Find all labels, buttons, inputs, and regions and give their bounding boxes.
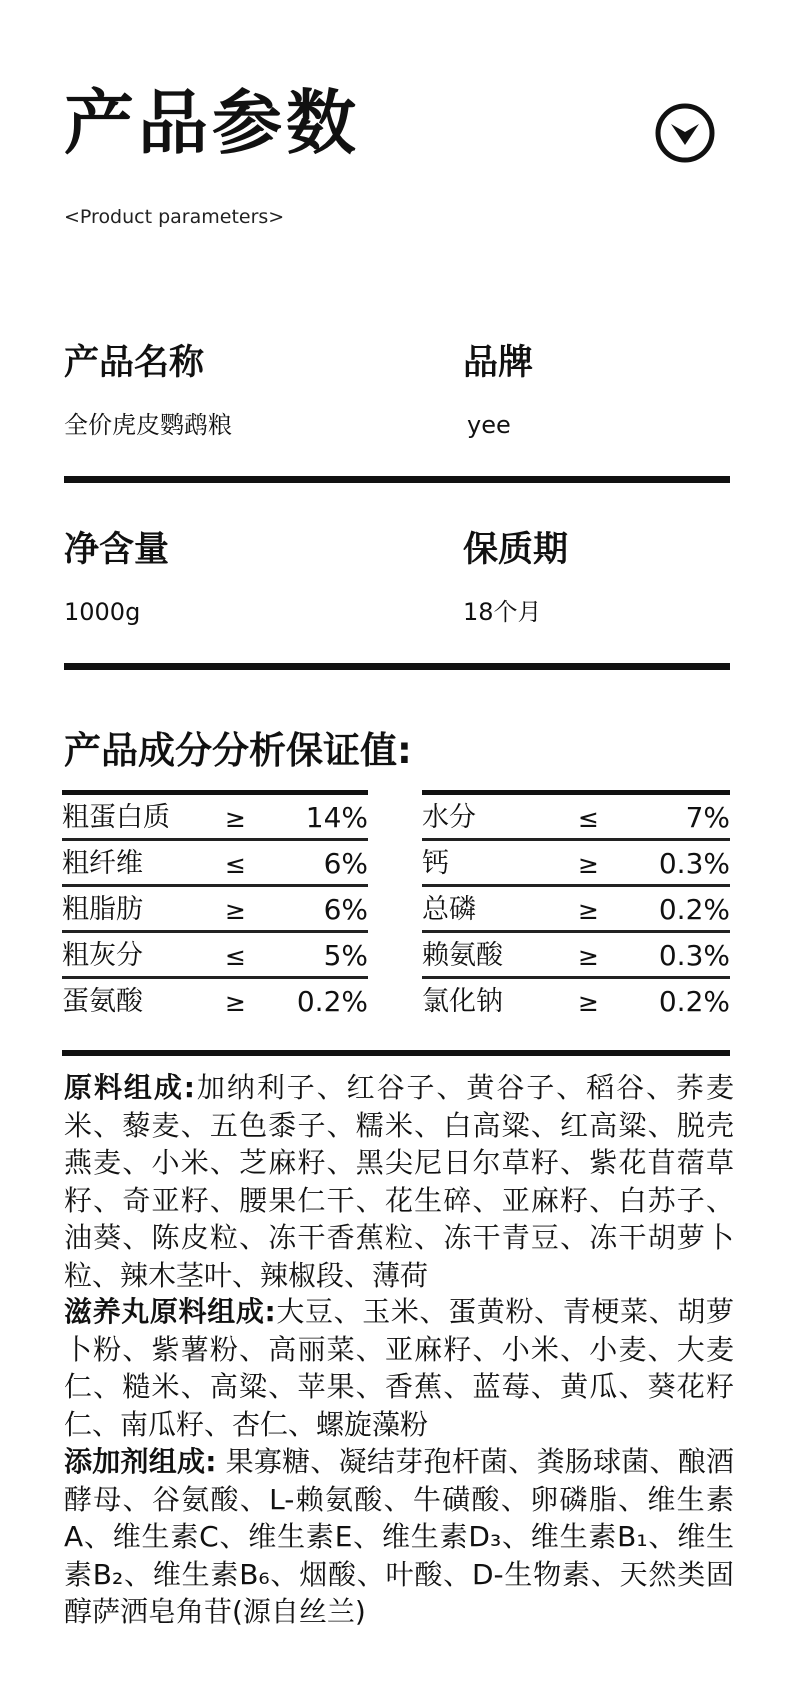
- page-subtitle: <Product parameters>: [64, 206, 285, 228]
- nutrient-value: 6%: [323, 847, 368, 880]
- nutrient-operator: ≥: [225, 988, 246, 1017]
- circle-chevron-down-icon: [654, 102, 716, 164]
- nutrient-value: 6%: [323, 893, 368, 926]
- table-row: [62, 795, 368, 841]
- nutrient-name: 总磷: [422, 894, 476, 925]
- table-row: [62, 887, 368, 933]
- analysis-right-column: [422, 790, 730, 1027]
- nutrient-operator: ≥: [578, 988, 599, 1017]
- param-label-net-content: 净含量: [64, 530, 170, 570]
- param-value-shelf-life: 18个月: [463, 598, 542, 626]
- nutrient-name: 蛋氨酸: [62, 986, 143, 1017]
- nutrient-name: 钙: [422, 848, 449, 879]
- nutrient-operator: ≥: [578, 942, 599, 971]
- nutrient-name: 赖氨酸: [422, 940, 503, 971]
- pellet-ingredients-text: 大豆、玉米、蛋黄粉、青梗菜、胡萝卜粉、紫薯粉、高丽菜、亚麻籽、小米、小麦、大麦仁、糙米、高粱、苹果、香蕉、蓝莓、黄瓜、葵花籽仁、南瓜籽、杏仁、螺旋藻粉: [64, 1295, 734, 1441]
- additive-ingredients-text: 果寡糖、凝结芽孢杆菌、粪肠球菌、酿酒酵母、谷氨酸、L-赖氨酸、牛磺酸、卵磷脂、维生素A、维生素C、维生素E、维生素D₃、维生素B₁、维生素B₂、维生素B₆、烟酸、叶酸、D-生物素、天然类固醇萨洒皂角苷(源自丝兰): [64, 1445, 734, 1628]
- table-row: [422, 933, 730, 979]
- table-bottom-rule: [62, 1050, 730, 1056]
- nutrient-operator: ≤: [578, 804, 599, 833]
- nutrient-name: 粗灰分: [62, 940, 143, 971]
- nutrient-value: 5%: [323, 939, 368, 972]
- raw-ingredients: [64, 1069, 734, 1294]
- pellet-ingredients-label: 滋养丸原料组成:: [64, 1295, 276, 1328]
- nutrient-value: 0.3%: [658, 847, 730, 880]
- param-label-product-name: 产品名称: [64, 343, 205, 383]
- raw-ingredients-label: 原料组成:: [64, 1071, 195, 1104]
- nutrient-name: 粗纤维: [62, 848, 143, 879]
- param-label-shelf-life: 保质期: [463, 530, 569, 570]
- table-row: [422, 887, 730, 933]
- analysis-title: 产品成分分析保证值:: [64, 729, 412, 772]
- divider: [64, 663, 730, 670]
- nutrient-operator: ≥: [225, 804, 246, 833]
- nutrient-operator: ≤: [225, 942, 246, 971]
- additive-ingredients: [64, 1443, 734, 1631]
- page-title: 产品参数: [64, 82, 360, 164]
- nutrient-value: 14%: [305, 801, 368, 834]
- nutrient-name: 氯化钠: [422, 986, 503, 1017]
- nutrient-operator: ≥: [578, 850, 599, 879]
- raw-ingredients-text: 加纳利子、红谷子、黄谷子、稻谷、荞麦米、藜麦、五色黍子、糯米、白高粱、红高粱、脱壳燕麦、小米、芝麻籽、黑尖尼日尔草籽、紫花苜蓿草籽、奇亚籽、腰果仁干、花生碎、亚麻籽、白苏子、油葵、陈皮粒、冻干香蕉粒、冻干青豆、冻干胡萝卜粒、辣木茎叶、辣椒段、薄荷: [64, 1071, 734, 1292]
- nutrient-operator: ≥: [225, 896, 246, 925]
- param-value-product-name: 全价虎皮鹦鹉粮: [64, 411, 232, 439]
- table-row: [422, 795, 730, 841]
- table-row: [422, 979, 730, 1027]
- nutrient-value: 0.2%: [658, 893, 730, 926]
- param-label-brand: 品牌: [463, 343, 534, 383]
- param-value-brand: yee: [467, 411, 511, 439]
- table-row: [62, 841, 368, 887]
- analysis-left-column: [62, 790, 368, 1027]
- nutrient-value: 7%: [685, 801, 730, 834]
- nutrient-operator: ≤: [225, 850, 246, 879]
- table-row: [62, 933, 368, 979]
- nutrient-value: 0.2%: [658, 985, 730, 1018]
- nutrient-name: 水分: [422, 802, 476, 833]
- table-row: [62, 979, 368, 1027]
- nutrient-value: 0.2%: [296, 985, 368, 1018]
- table-row: [422, 841, 730, 887]
- divider: [64, 476, 730, 483]
- param-value-net-content: 1000g: [64, 598, 141, 626]
- nutrient-value: 0.3%: [658, 939, 730, 972]
- additive-ingredients-label: 添加剂组成:: [64, 1445, 217, 1478]
- nutrient-name: 粗蛋白质: [62, 802, 170, 833]
- nutrient-operator: ≥: [578, 896, 599, 925]
- pellet-ingredients: [64, 1293, 734, 1443]
- nutrient-name: 粗脂肪: [62, 894, 143, 925]
